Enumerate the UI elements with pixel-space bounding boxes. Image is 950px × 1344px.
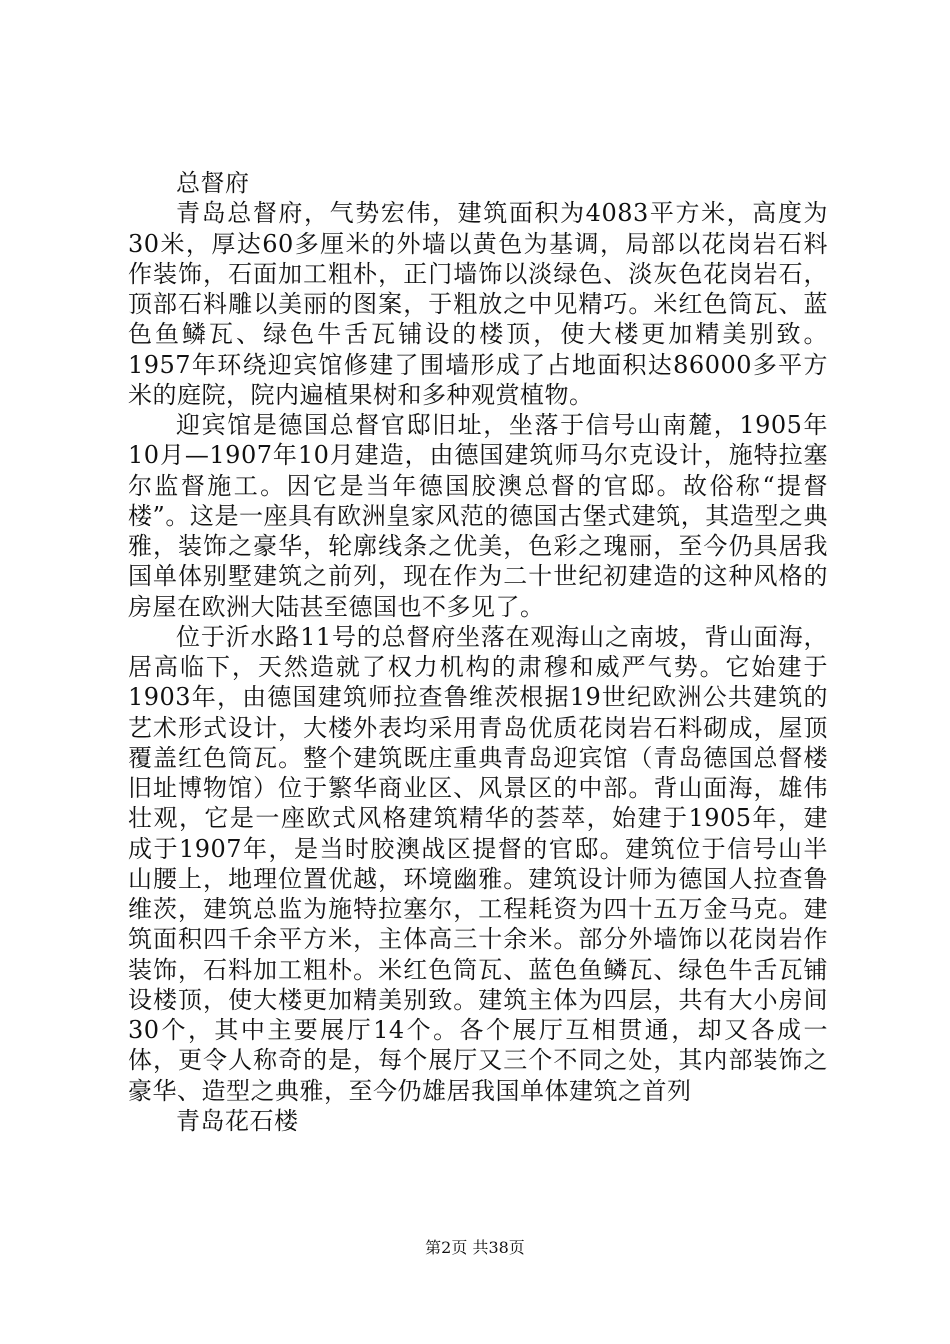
page-number-footer: 第2页 共38页 bbox=[425, 1238, 525, 1257]
section-heading-governor-house: 总督府 bbox=[176, 169, 250, 197]
paragraph-3: 位于沂水路11号的总督府坐落在观海山之南坡，背山面海，居高临下，天然造就了权力机构的肃穆和威严气势。它始建于1903年，由德国建筑师拉查鲁维茨根据19世纪欧洲公共建筑的艺术形式设计，大楼外表均采用青岛优质花岗岩石料砌成，屋顶覆盖红色筒瓦。整个建筑既庄重典青岛迎宾馆（青岛德国总督楼旧址博物馆）位于繁华商业区、风景区的中部。背山面海，雄伟壮观，它是一座欧式风格建筑精华的荟萃，始建于1905年，建成于1907年，是当时胶澳战区提督的官邸。建筑位于信号山半山腰上，地理位置优越，环境幽雅。建筑设计师为德国人拉查鲁维茨，建筑总监为施特拉塞尔，工程耗资为四十五万金马克。建筑面积四千余平方米，主体高三十余米。部分外墙饰以花岗岩作装饰，石料加工粗朴。米红色筒瓦、蓝色鱼鳞瓦、绿色牛舌瓦铺设楼顶，使大楼更加精美别致。建筑主体为四层，共有大小房间30个，其中主要展厅14个。各个展厅互相贯通，却又各成一体，更令人称奇的是，每个展厅又三个不同之处，其内部装饰之豪华、造型之典雅，至今仍雄居我国单体建筑之首列 bbox=[128, 622, 828, 1105]
section-heading-flower-stone-building: 青岛花石楼 bbox=[176, 1106, 299, 1135]
paragraph-1: 青岛总督府，气势宏伟，建筑面积为4083平方米，高度为30米，厚达60多厘米的外墙以黄色为基调，局部以花岗岩石料作装饰，石面加工粗朴，正门墙饰以淡绿色、淡灰色花岗岩石，顶部石料雕以美丽的图案，于粗放之中见精巧。米红色筒瓦、蓝色鱼鳞瓦、绿色牛舌瓦铺设的楼顶，使大楼更加精美别致。1957年环绕迎宾馆修建了围墙形成了占地面积达86000多平方米的庭院，院内遍植果树和多种观赏植物。 bbox=[128, 199, 828, 409]
document-body bbox=[128, 168, 828, 1136]
paragraph-2: 迎宾馆是德国总督官邸旧址，坐落于信号山南麓，1905年10月—1907年10月建造，由德国建筑师马尔克设计，施特拉塞尔监督施工。因它是当年德国胶澳总督的官邸。故俗称“提督楼”。这是一座具有欧洲皇家风范的德国古堡式建筑，其造型之典雅，装饰之豪华，轮廓线条之优美，色彩之瑰丽，至今仍具居我国单体别墅建筑之前列，现在作为二十世纪初建造的这种风格的房屋在欧洲大陆甚至德国也不多见了。 bbox=[128, 411, 828, 621]
